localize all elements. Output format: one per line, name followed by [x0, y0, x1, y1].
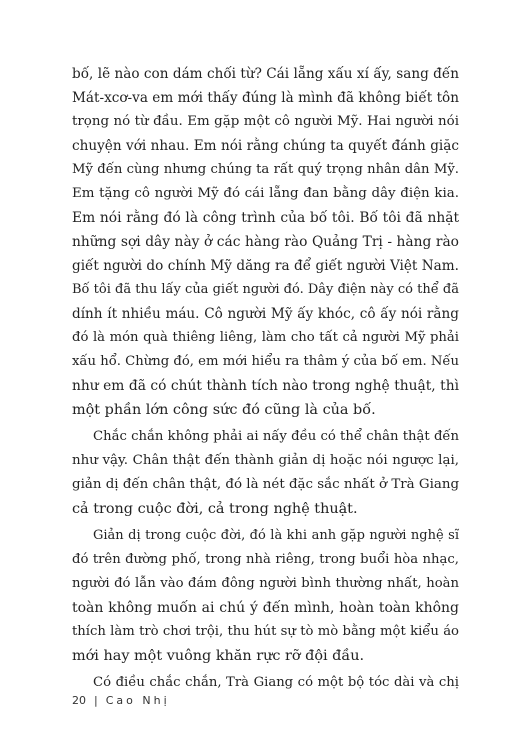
- paragraph-first-line: Có điều chắc chắn, Trà Giang có một bộ tóc dài và chị: [93, 675, 459, 690]
- text-line: thích làm trò chơi trội, thu hút sự tò mò bằng một kiểu áo: [72, 624, 459, 639]
- text-line: toàn không muốn ai chú ý đến mình, hoàn toàn không: [72, 600, 459, 616]
- page-number: 20: [72, 694, 86, 707]
- text-line: bố, lẽ nào con dám chối từ? Cái lẵng xấu xí ấy, sang đến: [72, 66, 459, 82]
- text-line: một phần lớn công sức đó cũng là của bố.: [72, 402, 376, 418]
- paragraph-first-line: Giản dị trong cuộc đời, đó là khi anh gặp người nghệ sĩ: [93, 528, 459, 543]
- footer-separator: |: [94, 694, 98, 707]
- text-line: Mỹ đến cùng nhưng chúng ta rất quý trọng nhân dân Mỹ.: [72, 162, 459, 177]
- text-line: như vậy. Chân thật đến thành giản dị hoặc nói ngược lại,: [72, 453, 459, 468]
- page-footer: [72, 694, 170, 707]
- text-line: mới hay một vuông khăn rực rỡ đội đầu.: [72, 648, 365, 664]
- text-line: Mát-xcơ-va em mới thấy đúng là mình đã không biết tôn: [72, 90, 459, 106]
- text-line: đó trên đường phố, trong nhà riêng, trong buổi hòa nhạc,: [72, 552, 459, 567]
- text-line: Em nói rằng đó là công trình của bố tôi. Bố tôi đã nhặt: [72, 210, 459, 226]
- paragraph-first-line: Chắc chắn không phải ai nấy đều có thể chân thật đến: [93, 429, 459, 444]
- text-line: giản dị đến chân thật, đó là nét đặc sắc nhất ở Trà Giang: [72, 477, 460, 492]
- text-line: dính ít nhiều máu. Cô người Mỹ ấy khóc, cô ấy nói rằng: [72, 306, 459, 322]
- text-line: người đó lẫn vào đám đông người bình thường nhất, hoàn: [72, 576, 459, 591]
- text-line: Bố tôi đã thu lấy của giết người đó. Dây điện này có thể đã: [72, 282, 459, 297]
- text-line: Em tặng cô người Mỹ đó cái lẵng đan bằng dây điện kia.: [72, 186, 459, 201]
- text-line: chuyện với nhau. Em nói rằng chúng ta quyết đánh giặc: [72, 138, 459, 154]
- text-line: những sợi dây này ở các hàng rào Quảng Trị - hàng rào: [72, 234, 459, 250]
- text-line: cả trong cuộc đời, cả trong nghệ thuật.: [72, 501, 358, 517]
- running-author: Cao Nhị: [105, 694, 170, 707]
- text-line: trọng nó từ đầu. Em gặp một cô người Mỹ. Hai người nói: [72, 114, 459, 129]
- text-line: đó là món quà thiêng liêng, làm cho tất cả người Mỹ phải: [72, 330, 459, 345]
- text-line: giết người do chính Mỹ dăng ra để giết người Việt Nam.: [72, 258, 459, 274]
- text-line: như em đã có chút thành tích nào trong nghệ thuật, thì: [72, 378, 459, 394]
- text-line: xấu hổ. Chừng đó, em mới hiểu ra thâm ý của bố em. Nếu: [72, 354, 459, 369]
